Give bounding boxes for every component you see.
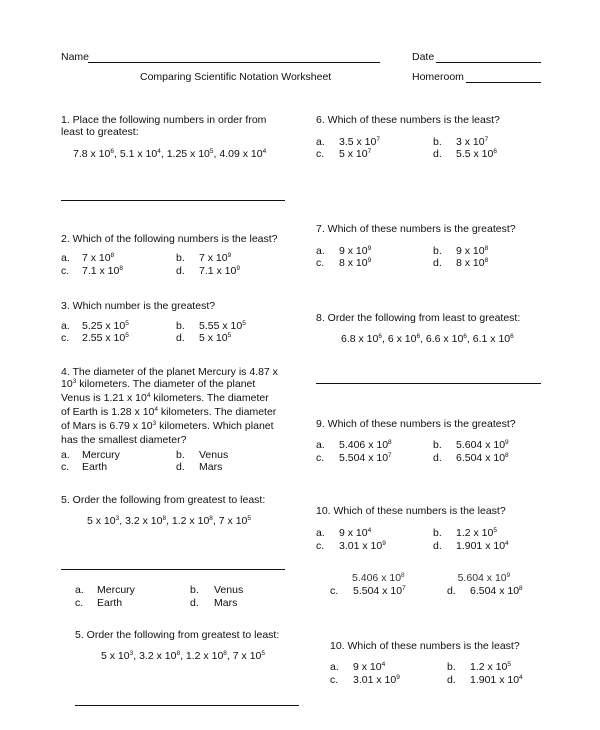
q9-option-d-dup[interactable]: d. — [447, 585, 456, 597]
q10-option-c-dup[interactable]: c. — [330, 674, 339, 686]
q6-option-b[interactable]: b. — [433, 136, 442, 148]
q7-option-c[interactable]: c. — [316, 257, 325, 269]
q6-option-a-value: 3.5 x $10^7$ — [339, 136, 380, 148]
q8-numbers: 6.8 x $10^6$, 6 x $10^6$, 6.6 x $10^6$, 6.1 x $10^6$ — [341, 333, 514, 345]
q7-option-b-value: 9 x $10^8$ — [456, 245, 489, 257]
q10-option-d-value: 1.901 x $10^4$ — [456, 540, 509, 552]
q7-text: 7. Which of these numbers is the greatest? — [316, 223, 516, 235]
q4-option-d[interactable]: d. — [176, 461, 185, 473]
q5-numbers: 5 x $10^3$, 3.2 x $10^8$, 1.2 x $10^8$, 7 x $10^5$ — [87, 515, 251, 527]
q9-option-d-value-dup: 6.504 x $10^8$ — [470, 585, 523, 597]
q9-option-b-value: 5.604 x $10^9$ — [456, 439, 509, 451]
q9-option-a-value: 5.406 x $10^8$ — [339, 439, 392, 451]
q2-option-c-value: 7.1 x $10^8$ — [82, 265, 123, 277]
q6-option-c[interactable]: c. — [316, 148, 325, 160]
q2-option-d-value: 7.1 x $10^9$ — [199, 265, 240, 277]
q9-option-d[interactable]: d. — [433, 452, 442, 464]
q4-option-b-value: Venus — [199, 449, 229, 461]
q8-text: 8. Order the following from least to greatest: — [316, 312, 521, 324]
q4-option-a[interactable]: a. — [61, 449, 70, 461]
q6-option-a[interactable]: a. — [316, 136, 325, 148]
q4-option-d-dup[interactable]: d. — [190, 597, 199, 609]
q3-option-b[interactable]: b. — [176, 320, 185, 332]
q9-option-c-dup[interactable]: c. — [330, 585, 339, 597]
q4-option-b-dup[interactable]: b. — [190, 584, 199, 596]
q10-option-d-dup[interactable]: d. — [447, 674, 456, 686]
q10-option-d-value-dup: 1.901 x $10^4$ — [470, 674, 523, 686]
q6-option-b-value: 3 x $10^7$ — [456, 136, 489, 148]
q2-option-b[interactable]: b. — [176, 252, 185, 264]
date-label: Date — [412, 51, 435, 63]
q2-option-c[interactable]: c. — [61, 265, 70, 277]
q9-cut-off-row: 5.406 x $10^8$ 5.604 x $10^9$ — [352, 572, 511, 584]
q4-option-c-value-dup: Earth — [97, 597, 123, 609]
homeroom-label: Homeroom — [412, 71, 464, 83]
date-blank[interactable] — [436, 62, 541, 63]
q4-option-c-value: Earth — [82, 461, 108, 473]
q7-option-a-value: 9 x $10^9$ — [339, 245, 372, 257]
q3-option-d-value: 5 x $10^5$ — [199, 332, 232, 344]
q2-text: 2. Which of the following numbers is the least? — [61, 233, 278, 245]
q10-option-b-value: 1.2 x $10^5$ — [456, 527, 497, 539]
q4-option-d-value: Mars — [199, 461, 223, 473]
q3-option-d[interactable]: d. — [176, 332, 185, 344]
q6-option-c-value: 5 x $10^7$ — [339, 148, 372, 160]
q6-text: 6. Which of these numbers is the least? — [316, 114, 500, 126]
q2-option-a[interactable]: a. — [61, 252, 70, 264]
q4-option-c[interactable]: c. — [61, 461, 70, 473]
q7-option-c-value: 8 x $10^9$ — [339, 257, 372, 269]
q4-option-a-dup[interactable]: a. — [75, 584, 84, 596]
q10-option-b-dup[interactable]: b. — [447, 661, 456, 673]
q1-numbers: 7.8 x $10^6$, 5.1 x $10^4$, 1.25 x $10^5$, 4.09 x $10^4$ — [73, 148, 267, 160]
q4-option-b-value-dup: Venus — [214, 584, 244, 596]
q3-option-c[interactable]: c. — [61, 332, 70, 344]
q5-numbers-dup: 5 x $10^3$, 3.2 x $10^8$, 1.2 x $10^8$, 7 x $10^5$ — [101, 650, 265, 662]
q4-text: 4. The diameter of the planet Mercury is 4.87 x $10^3$ kilometers. The diameter of the planet Venus is 1.21 x $10^4$ kilometers. The diameter of Earth is 1.28 x $10^4$ kilometers. The diameter of Mars is 6.79 x $10^3$ kilometers. Which planet has the smallest diameter? — [61, 366, 278, 446]
q2-option-b-value: 7 x $10^9$ — [199, 252, 232, 264]
q10-option-a[interactable]: a. — [316, 527, 325, 539]
q3-option-c-value: 2.55 x $10^5$ — [82, 332, 129, 344]
q9-text: 9. Which of these numbers is the greatest? — [316, 418, 516, 430]
q10-option-b-value-dup: 1.2 x $10^5$ — [470, 661, 511, 673]
q5-text-dup: 5. Order the following from greatest to least: — [75, 629, 280, 641]
q2-option-a-value: 7 x $10^8$ — [82, 252, 115, 264]
q9-option-a[interactable]: a. — [316, 439, 325, 451]
q9-option-c-value-dup: 5.504 x $10^7$ — [353, 585, 406, 597]
q9-option-c-value: 5.504 x $10^7$ — [339, 452, 392, 464]
name-blank[interactable] — [88, 62, 380, 63]
q7-option-d-value: 8 x $10^8$ — [456, 257, 489, 269]
q7-option-a[interactable]: a. — [316, 245, 325, 257]
q1-text: 1. Place the following numbers in order from least to greatest: — [61, 114, 267, 138]
q4-option-a-value: Mercury — [82, 449, 120, 461]
q7-option-d[interactable]: d. — [433, 257, 442, 269]
q9-option-b[interactable]: b. — [433, 439, 442, 451]
q10-option-c-value-dup: 3.01 x $10^9$ — [353, 674, 400, 686]
q3-option-a-value: 5.25 x $10^5$ — [82, 320, 129, 332]
q10-option-c-value: 3.01 x $10^9$ — [339, 540, 386, 552]
name-label: Name — [61, 51, 90, 63]
q3-option-b-value: 5.55 x $10^5$ — [199, 320, 246, 332]
worksheet-title: Comparing Scientific Notation Worksheet — [140, 71, 332, 83]
q5-answer-line[interactable] — [61, 569, 285, 570]
q3-option-a[interactable]: a. — [61, 320, 70, 332]
q10-text: 10. Which of these numbers is the least? — [316, 505, 506, 517]
q10-option-c[interactable]: c. — [316, 540, 325, 552]
q6-option-d-value: 5.5 x $10^6$ — [456, 148, 497, 160]
q4-option-d-value-dup: Mars — [214, 597, 238, 609]
q8-answer-line[interactable] — [316, 383, 541, 384]
q2-option-d[interactable]: d. — [176, 265, 185, 277]
q4-option-b[interactable]: b. — [176, 449, 185, 461]
q10-option-b[interactable]: b. — [433, 527, 442, 539]
q10-text-dup: 10. Which of these numbers is the least? — [330, 640, 520, 652]
q10-option-a-dup[interactable]: a. — [330, 661, 339, 673]
q6-option-d[interactable]: d. — [433, 148, 442, 160]
q7-option-b[interactable]: b. — [433, 245, 442, 257]
q4-option-a-value-dup: Mercury — [97, 584, 135, 596]
q9-option-d-value: 6.504 x $10^8$ — [456, 452, 509, 464]
q1-answer-line[interactable] — [61, 200, 285, 201]
q9-option-c[interactable]: c. — [316, 452, 325, 464]
q4-option-c-dup[interactable]: c. — [75, 597, 84, 609]
q5-text: 5. Order the following from greatest to least: — [61, 494, 266, 506]
homeroom-blank[interactable] — [466, 82, 541, 83]
q10-option-a-value: 9 x $10^4$ — [339, 527, 372, 539]
q5-answer-line-dup[interactable] — [75, 705, 299, 706]
q10-option-d[interactable]: d. — [433, 540, 442, 552]
q10-option-a-value-dup: 9 x $10^4$ — [353, 661, 386, 673]
q3-text: 3. Which number is the greatest? — [61, 300, 216, 312]
